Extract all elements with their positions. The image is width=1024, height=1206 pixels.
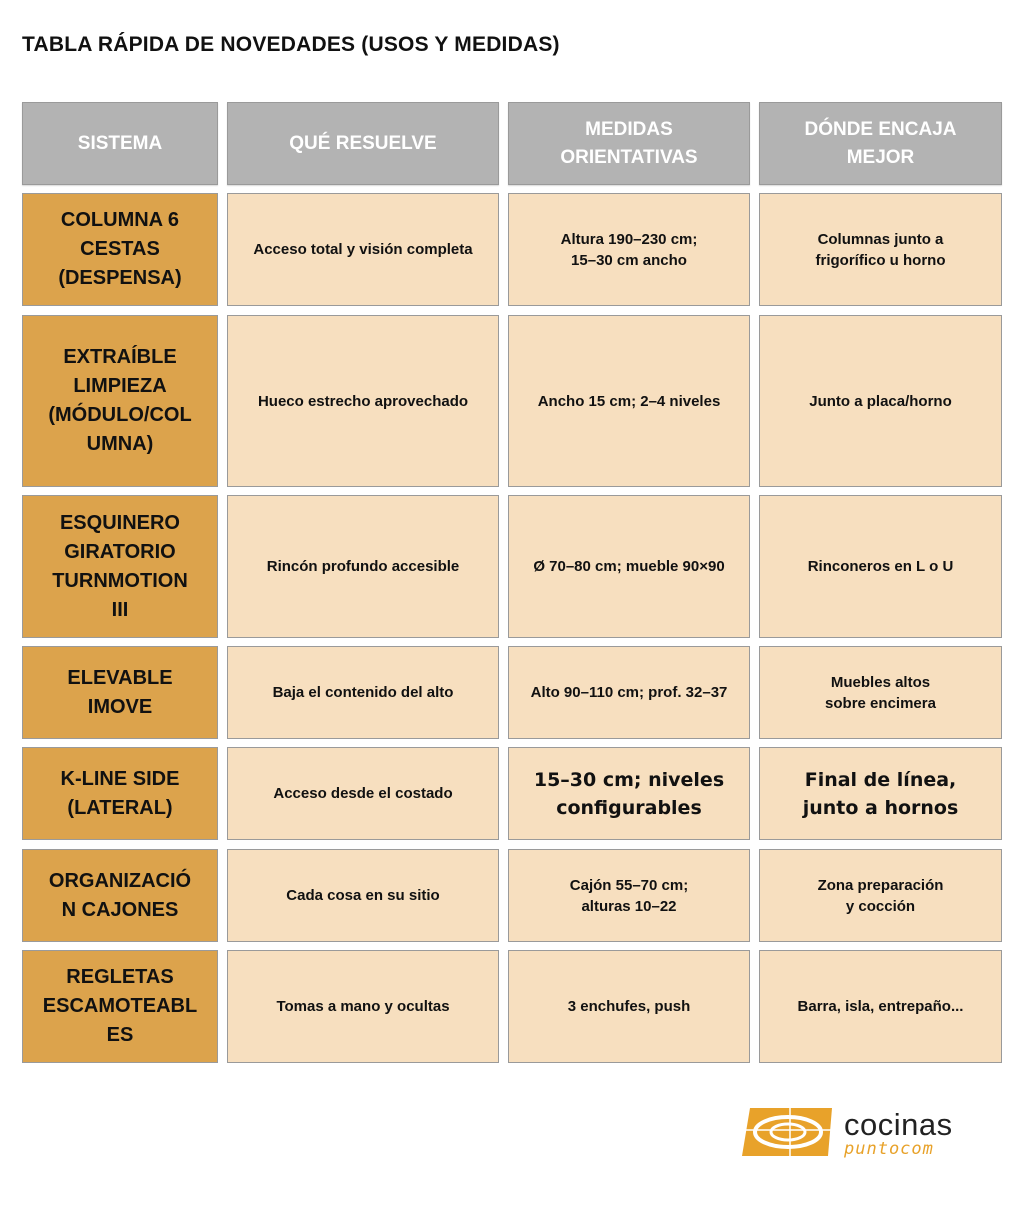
encaja-text: Rinconeros en L o U — [807, 558, 954, 575]
sistema-label: REGLETAS ESCAMOTEABL ES — [42, 966, 198, 1046]
table-row-sistema — [22, 193, 218, 306]
table-cell-medidas — [508, 747, 750, 840]
header-label: MEDIDAS ORIENTATIVAS — [560, 118, 698, 168]
logo-wordmark: cocinas — [844, 1107, 953, 1142]
cocinas-puntocom-logo — [742, 1106, 962, 1158]
table-cell-encaja — [759, 849, 1002, 942]
table-row-sistema — [22, 646, 218, 739]
table-cell-resuelve — [227, 950, 499, 1063]
table-cell-medidas — [508, 646, 750, 739]
table-cell-medidas — [508, 193, 750, 306]
table-cell-resuelve — [227, 747, 499, 840]
medidas-text: 15–30 cm; niveles configurables — [533, 768, 725, 819]
sistema-label: K-LINE SIDE (LATERAL) — [60, 767, 180, 819]
table-cell-medidas — [508, 849, 750, 942]
header-label: QUÉ RESUELVE — [289, 132, 437, 154]
resuelve-text: Tomas a mano y ocultas — [276, 998, 450, 1015]
medidas-text: Ø 70–80 cm; mueble 90×90 — [533, 558, 725, 575]
table-row-sistema — [22, 950, 218, 1063]
sistema-label: ORGANIZACIÓ N CAJONES — [48, 869, 192, 921]
table-cell-resuelve — [227, 315, 499, 487]
table-cell-encaja — [759, 315, 1002, 487]
encaja-text: Columnas junto a frigorífico u horno — [815, 230, 946, 269]
resuelve-text: Acceso total y visión completa — [253, 241, 473, 258]
header-medidas — [508, 102, 750, 185]
sistema-label: ELEVABLE IMOVE — [67, 666, 173, 718]
table-cell-medidas — [508, 950, 750, 1063]
logo-subtext: puntocom — [844, 1139, 934, 1159]
table-row-sistema — [22, 495, 218, 638]
encaja-text: Barra, isla, entrepaño... — [797, 998, 964, 1015]
header-label: SISTEMA — [77, 132, 163, 154]
logo-mark-icon — [742, 1106, 842, 1158]
medidas-text: Altura 190–230 cm; 15–30 cm ancho — [560, 230, 698, 269]
medidas-text: 3 enchufes, push — [567, 998, 691, 1015]
sistema-label: EXTRAÍBLE LIMPIEZA (MÓDULO/COL UMNA) — [48, 346, 192, 455]
table-cell-resuelve — [227, 495, 499, 638]
page-title: TABLA RÁPIDA DE NOVEDADES (USOS Y MEDIDAS) — [22, 33, 560, 56]
table-cell-resuelve — [227, 849, 499, 942]
header-que-resuelve — [227, 102, 499, 185]
table-row-sistema — [22, 747, 218, 840]
resuelve-text: Hueco estrecho aprovechado — [257, 392, 469, 410]
resuelve-text: Baja el contenido del alto — [272, 684, 454, 701]
medidas-text: Alto 90–110 cm; prof. 32–37 — [530, 684, 728, 701]
table-cell-medidas — [508, 495, 750, 638]
sistema-label: COLUMNA 6 CESTAS (DESPENSA) — [58, 209, 182, 289]
sistema-label: ESQUINERO GIRATORIO TURNMOTION III — [52, 511, 188, 621]
medidas-text: Ancho 15 cm; 2–4 niveles — [537, 392, 721, 410]
table-row-sistema — [22, 849, 218, 942]
encaja-text: Final de línea, junto a hornos — [802, 768, 959, 819]
table-cell-encaja — [759, 193, 1002, 306]
encaja-text: Junto a placa/horno — [809, 392, 952, 410]
header-sistema — [22, 102, 218, 185]
encaja-text: Zona preparación y cocción — [817, 876, 944, 915]
table-row-sistema — [22, 315, 218, 487]
header-donde-encaja — [759, 102, 1002, 185]
encaja-text: Muebles altos sobre encimera — [825, 673, 936, 712]
table-cell-encaja — [759, 747, 1002, 840]
table-cell-encaja — [759, 646, 1002, 739]
resuelve-text: Cada cosa en su sitio — [286, 887, 440, 904]
table-cell-resuelve — [227, 193, 499, 306]
resuelve-text: Acceso desde el costado — [273, 785, 453, 802]
header-label: DÓNDE ENCAJA MEJOR — [804, 118, 957, 168]
medidas-text: Cajón 55–70 cm; alturas 10–22 — [569, 876, 689, 915]
table-cell-medidas — [508, 315, 750, 487]
table-cell-encaja — [759, 495, 1002, 638]
table-cell-encaja — [759, 950, 1002, 1063]
resuelve-text: Rincón profundo accesible — [266, 558, 460, 575]
table-cell-resuelve — [227, 646, 499, 739]
